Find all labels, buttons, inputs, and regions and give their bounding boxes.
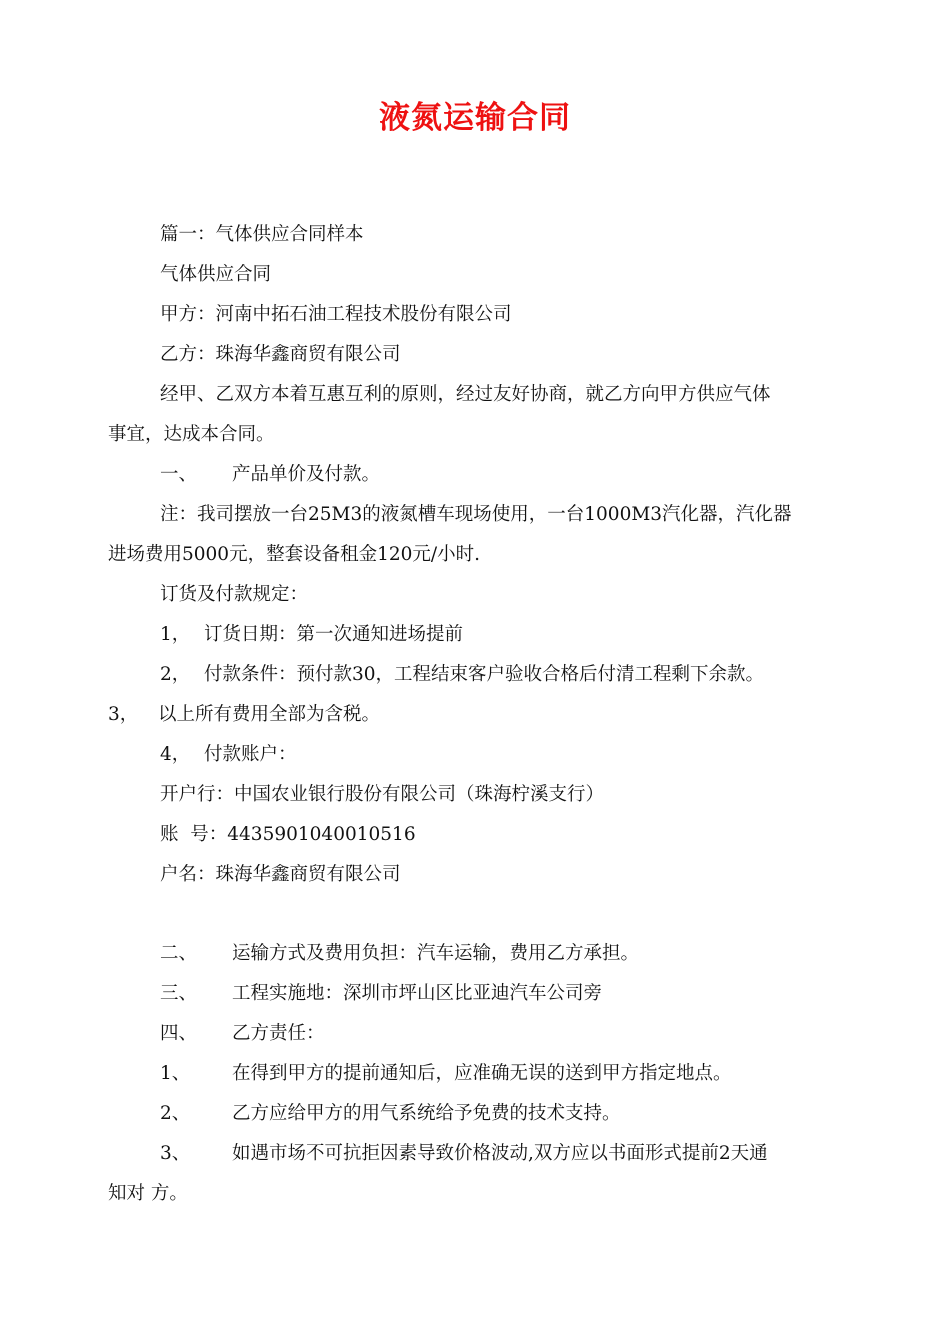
party-b: 乙方：珠海华鑫商贸有限公司 bbox=[160, 344, 401, 365]
list-item-text: 付款账户： bbox=[204, 744, 297, 765]
clause-1 bbox=[160, 462, 380, 488]
clause-number: 三、 bbox=[160, 983, 198, 1004]
clause-text: 工程实施地：深圳市坪山区比亚迪汽车公司旁 bbox=[232, 983, 603, 1004]
clause-text: 运输方式及费用负担：汽车运输，费用乙方承担。 bbox=[232, 943, 640, 964]
clause-number: 二、 bbox=[160, 943, 198, 964]
list-item-3 bbox=[108, 702, 380, 728]
list-item-text: 订货日期：第一次通知进场提前 bbox=[204, 624, 464, 645]
contract-name: 气体供应合同 bbox=[160, 264, 272, 285]
account-number: 账 号：4435901040010516 bbox=[160, 824, 416, 845]
clause-3 bbox=[160, 981, 602, 1007]
responsibility-text: 乙方应给甲方的用气系统给予免费的技术支持。 bbox=[232, 1103, 621, 1124]
responsibility-number: 3、 bbox=[160, 1143, 191, 1164]
list-item-2 bbox=[160, 662, 764, 688]
clause-2 bbox=[160, 941, 639, 967]
responsibility-number: 2、 bbox=[160, 1103, 191, 1124]
list-item-4 bbox=[160, 742, 297, 768]
responsibility-2 bbox=[160, 1101, 621, 1127]
responsibility-1 bbox=[160, 1061, 732, 1087]
section-heading: 篇一：气体供应合同样本 bbox=[160, 224, 364, 245]
list-item-number: 3， bbox=[108, 704, 139, 725]
note-line-1: 注：我司摆放一台25M3的液氮槽车现场使用，一台1000M3汽化器，汽化器 bbox=[160, 504, 792, 525]
responsibility-3-continued: 知对 方。 bbox=[108, 1183, 188, 1204]
responsibility-text: 如遇市场不可抗拒因素导致价格波动,双方应以书面形式提前2天通 bbox=[232, 1143, 768, 1164]
document-title: 液氮运输合同 bbox=[379, 100, 571, 136]
list-item-number: 1， bbox=[160, 624, 191, 645]
list-item-text: 付款条件：预付款30，工程结束客户验收合格后付清工程剩下余款。 bbox=[204, 664, 765, 685]
intro-paragraph-line-2: 事宜，达成本合同。 bbox=[108, 424, 275, 445]
clause-text: 乙方责任： bbox=[232, 1023, 325, 1044]
list-item-text: 以上所有费用全部为含税。 bbox=[158, 704, 381, 725]
account-holder: 户名：珠海华鑫商贸有限公司 bbox=[160, 864, 401, 885]
list-item-1 bbox=[160, 622, 463, 648]
party-a: 甲方：河南中拓石油工程技术股份有限公司 bbox=[160, 304, 512, 325]
intro-paragraph-line-1: 经甲、乙双方本着互惠互利的原则，经过友好协商，就乙方向甲方供应气体 bbox=[160, 384, 771, 405]
clause-number: 一、 bbox=[160, 464, 198, 485]
clause-number: 四、 bbox=[160, 1023, 198, 1044]
order-heading: 订货及付款规定： bbox=[160, 584, 309, 605]
responsibility-text: 在得到甲方的提前通知后，应准确无误的送到甲方指定地点。 bbox=[232, 1063, 732, 1084]
bank-name: 开户行：中国农业银行股份有限公司（珠海柠溪支行） bbox=[160, 784, 605, 805]
clause-4 bbox=[160, 1021, 325, 1047]
responsibility-3 bbox=[160, 1141, 768, 1167]
clause-text: 产品单价及付款。 bbox=[232, 464, 381, 485]
note-line-2: 进场费用5000元，整套设备租金120元/小时. bbox=[108, 544, 481, 565]
list-item-number: 2， bbox=[160, 664, 191, 685]
list-item-number: 4， bbox=[160, 744, 191, 765]
responsibility-number: 1、 bbox=[160, 1063, 191, 1084]
